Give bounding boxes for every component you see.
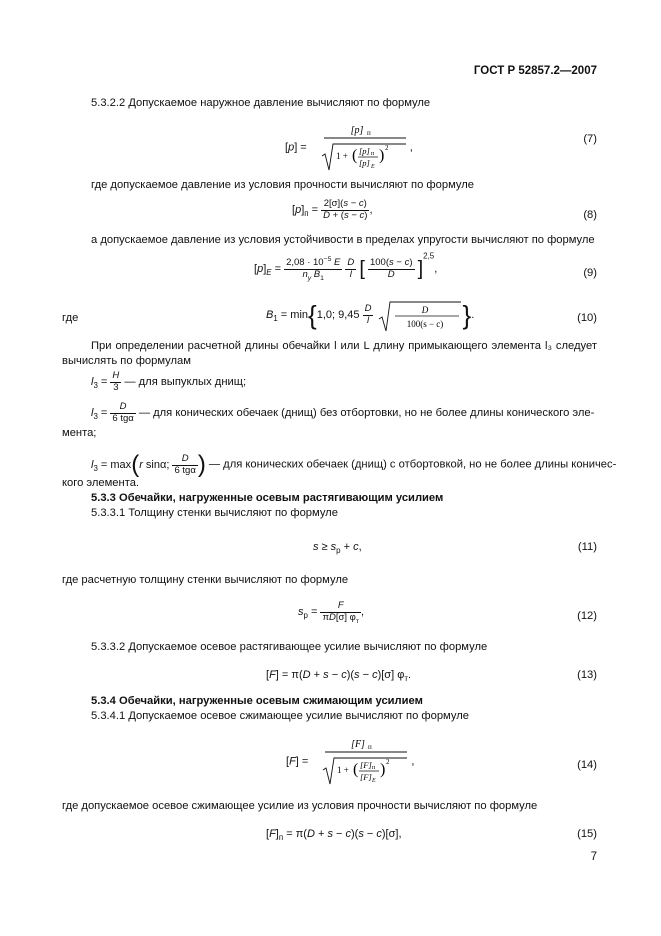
equation-number-13: (13) bbox=[577, 669, 597, 681]
formula-l3-conical-b: $l_3 = \max(r$ sinα; $\frac{D}{\text{6 tgα}}$ ) — для конических обечаек (днищ) с отбортовкой, но не более длины коничес- bbox=[91, 451, 617, 478]
svg-text:(: ( bbox=[351, 147, 358, 164]
text-l3-conical-b: — для конических обечаек (днищ) с отбортовкой, но не более длины коничес- bbox=[208, 458, 617, 471]
formula-10-sqrt bbox=[377, 299, 463, 333]
svg-text:2: 2 bbox=[384, 144, 389, 152]
equation-number-15: (15) bbox=[577, 828, 597, 840]
svg-text:п: п bbox=[368, 743, 373, 751]
text-l3-convex: — для выпуклых днищ; bbox=[124, 375, 247, 388]
paragraph-stability: а допускаемое давление из условия устойчивости в пределах упругости вычисляют по формуле bbox=[91, 234, 595, 246]
formula-9-fraction-main: $\frac{2,08 \cdot 10^{-5} E}{n_y B_1}$ bbox=[286, 255, 341, 282]
formula-9: $[p]_E$ = $\frac{2,08 \cdot 10^{-5} E}{n_y B_1}$ $\frac{D}{l}$ [ $\frac{100(s - c)}{D}$ ]$^{2,5}$, bbox=[254, 251, 438, 282]
label-where: где bbox=[62, 312, 79, 324]
section-heading-5-3-4: 5.3.4 Обечайки, нагруженные осевым сжимающим усилием bbox=[91, 695, 423, 707]
svg-text:[F]: [F] bbox=[360, 772, 373, 782]
svg-text:D: D bbox=[421, 304, 428, 315]
formula-9-fraction-dl: $\frac{D}{l}$ bbox=[347, 257, 355, 280]
formula-14-fraction bbox=[311, 736, 411, 788]
paragraph-5-3-2-2: 5.3.2.2 Допускаемое наружное давление вычисляют по формуле bbox=[91, 97, 431, 109]
svg-text:п: п bbox=[372, 765, 376, 771]
svg-text:[F]: [F] bbox=[351, 739, 366, 750]
svg-text:E: E bbox=[370, 164, 375, 170]
svg-text:1 +: 1 + bbox=[335, 151, 348, 161]
equation-number-14: (14) bbox=[577, 759, 597, 771]
paragraph-5-3-3-2: 5.3.3.2 Допускаемое осевое растягивающее усилие вычисляют по формуле bbox=[91, 641, 488, 653]
equation-number-9: (9) bbox=[583, 267, 597, 279]
paragraph-thickness: где расчетную толщину стенки вычисляют по формуле bbox=[62, 574, 349, 586]
document-header: ГОСТ Р 52857.2—2007 bbox=[473, 65, 597, 77]
svg-text:[p]: [p] bbox=[358, 158, 370, 168]
svg-text:[p]: [p] bbox=[358, 146, 370, 156]
svg-text:п: п bbox=[370, 151, 375, 157]
svg-text:(: ( bbox=[353, 761, 359, 778]
svg-text:2: 2 bbox=[386, 758, 390, 766]
formula-7: [p] = [p] п 1 + ( [p] п [p] E ) 2 , bbox=[285, 122, 413, 174]
svg-text:E: E bbox=[372, 778, 377, 784]
page-number: 7 bbox=[590, 851, 597, 864]
formula-l3-convex: $l_3$ = $\frac{H}{3}$ — для выпуклых днищ; bbox=[91, 370, 247, 393]
svg-text:1 +: 1 + bbox=[337, 765, 350, 775]
formula-l3-conical-a: $l_3$ = $\frac{D}{\text{6 tgα}}$ — для конических обечаек (днищ) без отбортовки, но не более длины конического эле- bbox=[91, 401, 595, 424]
formula-14: [F] = [F] п 1 + ( [F] п [F] E ) 2 , bbox=[286, 736, 414, 788]
paragraph-5-3-4-1: 5.3.4.1 Допускаемое осевое сжимающее усилие вычисляют по формуле bbox=[91, 710, 469, 722]
equation-number-11: (11) bbox=[577, 541, 597, 553]
formula-7-fraction bbox=[310, 122, 410, 174]
equation-number-7: (7) bbox=[583, 133, 597, 145]
svg-text:[F]: [F] bbox=[360, 760, 373, 770]
svg-text:): ) bbox=[380, 761, 386, 778]
formula-15: $[F]_п = \pi(D + s - c)(s - c)[\sigma]$, bbox=[266, 828, 402, 843]
equation-number-8: (8) bbox=[583, 209, 597, 221]
svg-text:п: п bbox=[366, 129, 371, 137]
equation-number-10: (10) bbox=[577, 312, 597, 324]
equation-number-12: (12) bbox=[577, 610, 597, 622]
formula-8-fraction: $\frac{2[\sigma](s - c)}{D + (s - c)}$ bbox=[323, 198, 368, 221]
paragraph-5-3-3-1: 5.3.3.1 Толщину стенки вычисляют по формуле bbox=[91, 507, 338, 519]
text-l3-conical-b-cont: кого элемента. bbox=[62, 477, 140, 489]
formula-9-fraction-inner: $\frac{100(s - c)}{D}$ bbox=[369, 257, 413, 280]
formula-12: $s_р$ = $\frac{F}{\pi D[\sigma] \varphi_т}$ , bbox=[298, 600, 365, 625]
text-l3-conical-a: — для конических обечаек (днищ) без отбортовки, но не более длины конического эле- bbox=[138, 406, 595, 419]
formula-12-fraction: $\frac{F}{\pi D[\sigma] \varphi_т}$ bbox=[322, 600, 359, 625]
svg-text:): ) bbox=[378, 147, 385, 164]
formula-13: [F] = π(D + s − c)(s − c)[σ] $\varphi_т$. bbox=[266, 669, 412, 684]
formula-11: $s \ge s_р + c$, bbox=[313, 541, 362, 556]
text-l3-conical-a-cont: мента; bbox=[62, 427, 97, 439]
formula-10: $B_1 = \min\{1,0$; 9,45 $\frac{D}{l}$ D 100(s − c) }. bbox=[266, 298, 474, 333]
paragraph-length: При определении расчетной длины обечайки l или L длину примыкающего элемента l₃ следует вычислять по формулам bbox=[62, 340, 597, 368]
paragraph-compress-strength: где допускаемое осевое сжимающее усилие из условия прочности вычисляют по формуле bbox=[62, 800, 538, 812]
svg-text:[p]: [p] bbox=[350, 125, 364, 136]
section-heading-5-3-3: 5.3.3 Обечайки, нагруженные осевым растягивающим усилием bbox=[91, 492, 444, 504]
formula-8: $[p]_п$ = $\frac{2[\sigma](s - c)}{D + (s - c)}$ , bbox=[292, 198, 373, 221]
svg-text:100(s − c): 100(s − c) bbox=[406, 318, 443, 329]
paragraph-strength: где допускаемое давление из условия прочности вычисляют по формуле bbox=[91, 179, 474, 191]
formula-10-fraction-dl: $\frac{D}{l}$ bbox=[364, 303, 372, 327]
